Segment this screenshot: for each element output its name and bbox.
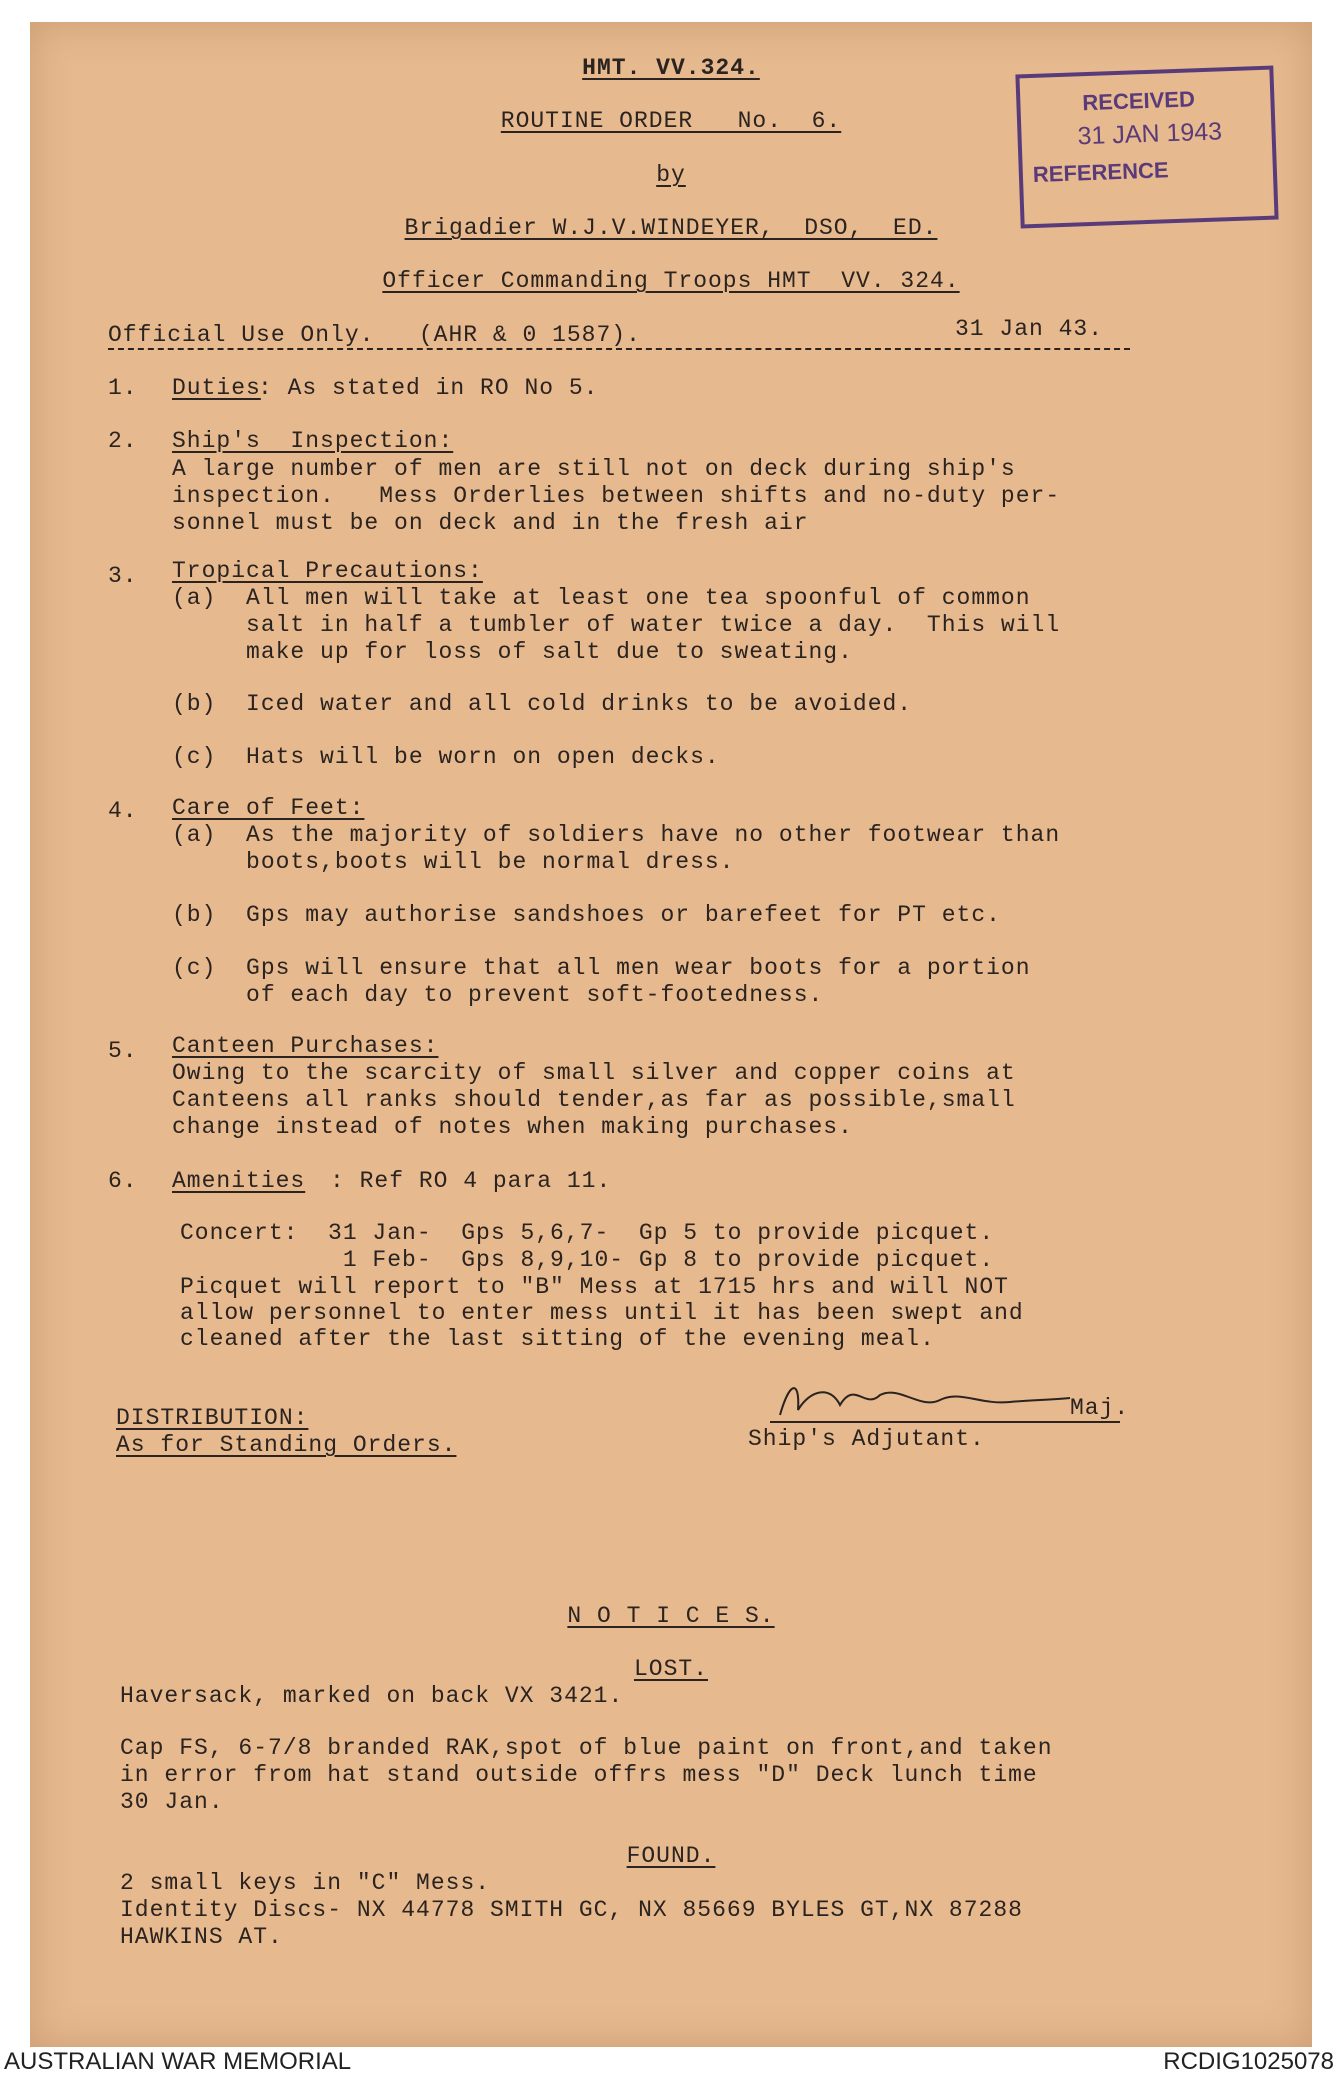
lost-item-2-line-1: Cap FS, 6-7/8 branded RAK,spot of blue paint on front,and taken: [120, 1735, 1053, 1761]
item-5-heading: Canteen Purchases:: [172, 1033, 439, 1059]
item-5-number: 5.: [108, 1038, 138, 1064]
item-3-heading: Tropical Precautions:: [172, 558, 483, 584]
item-1-text: : As stated in RO No 5.: [258, 375, 599, 401]
officer-line: Brigadier W.J.V.WINDEYER, DSO, ED.: [404, 215, 938, 241]
signature-rank: Maj.: [1070, 1395, 1130, 1421]
signature-role: Ship's Adjutant.: [748, 1426, 985, 1452]
distribution-text: As for Standing Orders.: [116, 1432, 457, 1458]
distribution-label: DISTRIBUTION:: [116, 1405, 309, 1431]
item-6-line-3: Picquet will report to "B" Mess at 1715 hrs and will NOT: [180, 1274, 1009, 1300]
lost-item-2-line-2: in error from hat stand outside offrs mess "D" Deck lunch time: [120, 1762, 1038, 1788]
stamp-received: RECEIVED: [1081, 86, 1196, 116]
order-heading: ROUTINE ORDER No. 6.: [500, 108, 842, 134]
item-6-line-5: cleaned after the last sitting of the evening meal.: [180, 1326, 935, 1352]
item-4c-line-2: of each day to prevent soft-footedness.: [172, 982, 824, 1008]
item-4a-line-1: (a) As the majority of soldiers have no other footwear than: [172, 822, 1061, 848]
found-item-2-line-1: Identity Discs- NX 44778 SMITH GC, NX 85669 BYLES GT,NX 87288: [120, 1897, 1023, 1923]
item-2-line-2: inspection. Mess Orderlies between shifts and no-duty per-: [172, 483, 1061, 509]
item-6-heading: Amenities: [172, 1168, 306, 1194]
item-5-line-1: Owing to the scarcity of small silver and copper coins at: [172, 1060, 1016, 1086]
footer-institution: AUSTRALIAN WAR MEMORIAL: [4, 2048, 352, 2075]
lost-item-1: Haversack, marked on back VX 3421.: [120, 1683, 624, 1709]
stamp-date: 31 JAN 1943: [1077, 117, 1223, 151]
by-line: by: [656, 162, 686, 188]
stamp-reference: REFERENCE: [1032, 157, 1169, 187]
item-3a-line-1: (a) All men will take at least one tea spoonful of common: [172, 585, 1031, 611]
item-2-heading: Ship's Inspection:: [172, 428, 454, 454]
item-2-line-3: sonnel must be on deck and in the fresh air: [172, 510, 809, 536]
received-stamp: [1015, 66, 1278, 229]
found-item-2-line-2: HAWKINS AT.: [120, 1924, 283, 1950]
item-1-number: 1.: [108, 375, 138, 401]
item-3a-line-3: make up for loss of salt due to sweating.: [172, 639, 853, 665]
item-2-line-1: A large number of men are still not on deck during ship's: [172, 456, 1016, 482]
item-1-heading: Duties: [172, 375, 261, 401]
item-2-number: 2.: [108, 428, 138, 454]
item-4-number: 4.: [108, 798, 138, 824]
item-6-line-1: Concert: 31 Jan- Gps 5,6,7- Gp 5 to provide picquet.: [180, 1220, 995, 1246]
found-heading: FOUND.: [626, 1843, 716, 1869]
footer-catalogue-id: RCDIG1025078: [1163, 2048, 1334, 2075]
found-item-1: 2 small keys in "C" Mess.: [120, 1870, 491, 1896]
lost-heading: LOST.: [633, 1656, 708, 1682]
item-4a-line-2: boots,boots will be normal dress.: [172, 849, 735, 875]
item-3c: (c) Hats will be worn on open decks.: [172, 744, 720, 770]
item-5-line-2: Canteens all ranks should tender,as far as possible,small: [172, 1087, 1016, 1113]
item-6-line-4: allow personnel to enter mess until it has been swept and: [180, 1300, 1024, 1326]
ship-heading: HMT. VV.324.: [582, 55, 760, 81]
item-4c-line-1: (c) Gps will ensure that all men wear boots for a portion: [172, 955, 1031, 981]
item-6-text: : Ref RO 4 para 11.: [330, 1168, 612, 1194]
item-3a-line-2: salt in half a tumbler of water twice a day. This will: [172, 612, 1061, 638]
lost-item-2-line-3: 30 Jan.: [120, 1789, 224, 1815]
notices-title: N O T I C E S.: [567, 1603, 775, 1629]
item-3b: (b) Iced water and all cold drinks to be avoided.: [172, 691, 913, 717]
item-6-line-2: 1 Feb- Gps 8,9,10- Gp 8 to provide picquet.: [180, 1247, 995, 1273]
item-4-heading: Care of Feet:: [172, 795, 365, 821]
official-use: Official Use Only. (AHR & 0 1587).: [108, 322, 641, 348]
item-5-line-3: change instead of notes when making purchases.: [172, 1114, 853, 1140]
header-rule: [108, 348, 1130, 350]
officer-title: Officer Commanding Troops HMT VV. 324.: [382, 268, 960, 294]
item-3-number: 3.: [108, 563, 138, 589]
item-6-number: 6.: [108, 1168, 138, 1194]
document-date: 31 Jan 43.: [955, 316, 1104, 342]
item-4b: (b) Gps may authorise sandshoes or barefeet for PT etc.: [172, 902, 1001, 928]
